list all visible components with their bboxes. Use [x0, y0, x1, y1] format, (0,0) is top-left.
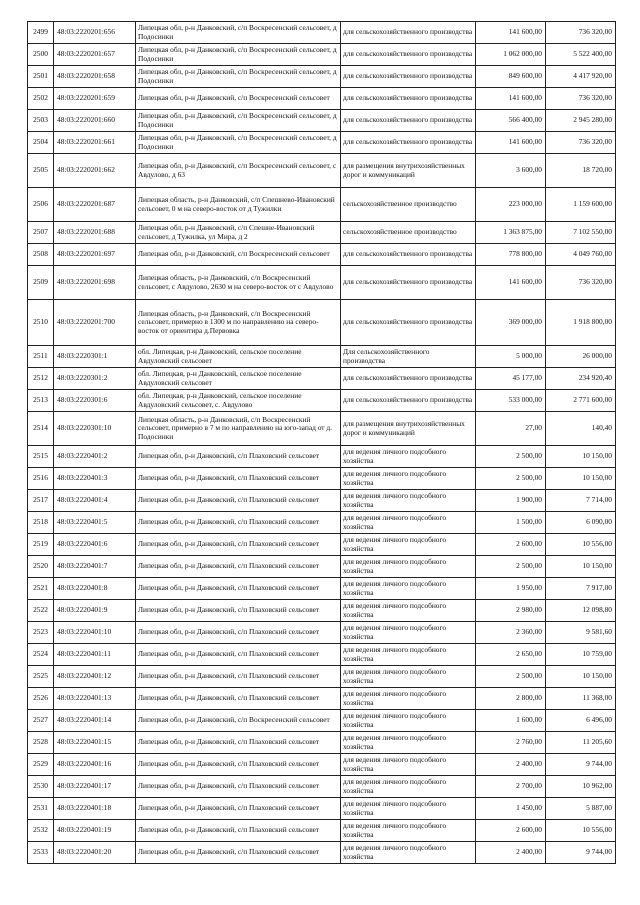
- cadastral-value: 11 368,00: [546, 688, 616, 710]
- permitted-use: для ведения личного подсобного хозяйства: [341, 578, 476, 600]
- permitted-use: для ведения личного подсобного хозяйства: [341, 710, 476, 732]
- address: обл. Липецкая, р-н Данковский, сельское поселение Авдуловский сельсовет: [136, 368, 341, 390]
- area-value: 2 500,00: [476, 556, 546, 578]
- address: Липецкая обл, р-н Данковский, с/п Плаховский сельсовет: [136, 534, 341, 556]
- address: Липецкая обл, р-н Данковский, с/п Воскресенский сельсовет: [136, 710, 341, 732]
- table-row: [28, 534, 616, 556]
- permitted-use: для ведения личного подсобного хозяйства: [341, 798, 476, 820]
- area-value: 2 700,00: [476, 776, 546, 798]
- permitted-use: для ведения личного подсобного хозяйства: [341, 622, 476, 644]
- address: Липецкая область, р-н Данковский, с/п Спешнево-Ивановский сельсовет, 0 м на северо-восток от д Тужилки: [136, 188, 341, 222]
- address: Липецкая обл, р-н Данковский, с/п Воскресенский сельсовет: [136, 88, 341, 110]
- area-value: 2 600,00: [476, 534, 546, 556]
- table-row: [28, 390, 616, 412]
- permitted-use: для сельскохозяйственного производства: [341, 390, 476, 412]
- address: Липецкая обл, р-н Данковский, с/п Плаховский сельсовет: [136, 666, 341, 688]
- row-number: 2512: [28, 368, 54, 390]
- address: Липецкая обл, р-н Данковский, с/п Воскресенский сельсовет, д Подосинки: [136, 44, 341, 66]
- row-number: 2524: [28, 644, 54, 666]
- cadastral-number: 48:03:2220201:700: [54, 300, 136, 346]
- permitted-use: для ведения личного подсобного хозяйства: [341, 512, 476, 534]
- table-row: [28, 188, 616, 222]
- cadastral-value: 6 090,00: [546, 512, 616, 534]
- row-number: 2515: [28, 446, 54, 468]
- area-value: 2 600,00: [476, 820, 546, 842]
- cadastral-number: 48:03:2220401:12: [54, 666, 136, 688]
- address: Липецкая обл, р-н Данковский, с/п Плаховский сельсовет: [136, 776, 341, 798]
- cadastral-number: 48:03:2220401:19: [54, 820, 136, 842]
- permitted-use: Для сельскохозяйственного производства: [341, 346, 476, 368]
- row-number: 2529: [28, 754, 54, 776]
- table-row: [28, 110, 616, 132]
- row-number: 2527: [28, 710, 54, 732]
- table-row: [28, 22, 616, 44]
- permitted-use: для сельскохозяйственного производства: [341, 368, 476, 390]
- area-value: 1 600,00: [476, 710, 546, 732]
- row-number: 2510: [28, 300, 54, 346]
- row-number: 2514: [28, 412, 54, 446]
- address: Липецкая обл, р-н Данковский, с/п Плаховский сельсовет: [136, 468, 341, 490]
- address: Липецкая обл, р-н Данковский, с/п Воскресенский сельсовет, с Авдулово, д 63: [136, 154, 341, 188]
- area-value: 2 650,00: [476, 644, 546, 666]
- table-body: [28, 22, 616, 864]
- table-row: [28, 66, 616, 88]
- table-row: [28, 446, 616, 468]
- cadastral-number: 48:03:2220201:698: [54, 266, 136, 300]
- area-value: 1 450,00: [476, 798, 546, 820]
- table-row: [28, 820, 616, 842]
- cadastral-number: 48:03:2220401:7: [54, 556, 136, 578]
- cadastral-number: 48:03:2220401:14: [54, 710, 136, 732]
- area-value: 533 000,00: [476, 390, 546, 412]
- address: Липецкая область, р-н Данковский, с/п Воскресенский сельсовет, с Авдулово, 2630 м на северо-восток от с Авдулово: [136, 266, 341, 300]
- permitted-use: для ведения личного подсобного хозяйства: [341, 446, 476, 468]
- table-row: [28, 154, 616, 188]
- address: Липецкая обл, р-н Данковский, с/п Плаховский сельсовет: [136, 798, 341, 820]
- table-row: [28, 622, 616, 644]
- area-value: 141 600,00: [476, 22, 546, 44]
- area-value: 2 400,00: [476, 754, 546, 776]
- cadastral-value: 736 320,00: [546, 88, 616, 110]
- address: Липецкая обл, р-н Данковский, с/п Спешне-Ивановский сельсовет, д Тужилка, ул Мира, д 2: [136, 222, 341, 244]
- cadastral-number: 48:03:2220401:3: [54, 468, 136, 490]
- cadastral-number: 48:03:2220401:20: [54, 842, 136, 864]
- cadastral-number: 48:03:2220401:8: [54, 578, 136, 600]
- cadastral-value: 4 049 760,00: [546, 244, 616, 266]
- cadastral-value: 140,40: [546, 412, 616, 446]
- address: Липецкая обл, р-н Данковский, с/п Воскресенский сельсовет, д Подосинки: [136, 22, 341, 44]
- table-row: [28, 842, 616, 864]
- area-value: 1 950,00: [476, 578, 546, 600]
- cadastral-number: 48:03:2220201:687: [54, 188, 136, 222]
- cadastral-number: 48:03:2220201:660: [54, 110, 136, 132]
- permitted-use: для сельскохозяйственного производства: [341, 44, 476, 66]
- area-value: 1 062 000,00: [476, 44, 546, 66]
- row-number: 2520: [28, 556, 54, 578]
- cadastral-value: 10 556,00: [546, 820, 616, 842]
- cadastral-number: 48:03:2220401:4: [54, 490, 136, 512]
- area-value: 45 177,00: [476, 368, 546, 390]
- permitted-use: для сельскохозяйственного производства: [341, 110, 476, 132]
- table-row: [28, 266, 616, 300]
- area-value: 2 400,00: [476, 842, 546, 864]
- cadastral-value: 11 205,60: [546, 732, 616, 754]
- area-value: 778 800,00: [476, 244, 546, 266]
- row-number: 2523: [28, 622, 54, 644]
- cadastral-number: 48:03:2220401:17: [54, 776, 136, 798]
- table-row: [28, 368, 616, 390]
- permitted-use: для размещения внутрихозяйственных дорог и коммуникаций: [341, 412, 476, 446]
- cadastral-value: 6 496,00: [546, 710, 616, 732]
- row-number: 2521: [28, 578, 54, 600]
- area-value: 141 600,00: [476, 132, 546, 154]
- row-number: 2522: [28, 600, 54, 622]
- area-value: 1 900,00: [476, 490, 546, 512]
- cadastral-number: 48:03:2220401:6: [54, 534, 136, 556]
- table-row: [28, 244, 616, 266]
- address: Липецкая обл, р-н Данковский, с/п Воскресенский сельсовет: [136, 244, 341, 266]
- address: Липецкая обл, р-н Данковский, с/п Плаховский сельсовет: [136, 600, 341, 622]
- address: Липецкая обл, р-н Данковский, с/п Воскресенский сельсовет, д Подосинки: [136, 66, 341, 88]
- cadastral-number: 48:03:2220401:13: [54, 688, 136, 710]
- area-value: 2 500,00: [476, 446, 546, 468]
- permitted-use: для ведения личного подсобного хозяйства: [341, 534, 476, 556]
- row-number: 2500: [28, 44, 54, 66]
- permitted-use: для сельскохозяйственного производства: [341, 22, 476, 44]
- land-plots-table: [27, 21, 616, 864]
- cadastral-value: 736 320,00: [546, 132, 616, 154]
- cadastral-number: 48:03:2220201:658: [54, 66, 136, 88]
- cadastral-value: 4 417 920,00: [546, 66, 616, 88]
- table-row: [28, 600, 616, 622]
- table-row: [28, 754, 616, 776]
- cadastral-value: 2 771 600,00: [546, 390, 616, 412]
- cadastral-value: 10 962,00: [546, 776, 616, 798]
- cadastral-number: 48:03:2220401:18: [54, 798, 136, 820]
- area-value: 2 760,00: [476, 732, 546, 754]
- area-value: 1 363 875,00: [476, 222, 546, 244]
- table-row: [28, 468, 616, 490]
- permitted-use: для ведения личного подсобного хозяйства: [341, 666, 476, 688]
- permitted-use: для сельскохозяйственного производства: [341, 244, 476, 266]
- address: Липецкая область, р-н Данковский, с/п Воскресенский сельсовет, примерно в 7 м по направлению на юго-запад от д. Подосинки: [136, 412, 341, 446]
- area-value: 2 360,00: [476, 622, 546, 644]
- address: Липецкая обл, р-н Данковский, с/п Воскресенский сельсовет, д Подосинки: [136, 132, 341, 154]
- cadastral-number: 48:03:2220301:10: [54, 412, 136, 446]
- permitted-use: для сельскохозяйственного производства: [341, 66, 476, 88]
- address: Липецкая обл, р-н Данковский, с/п Плаховский сельсовет: [136, 446, 341, 468]
- permitted-use: сельскохозяйственное производство: [341, 188, 476, 222]
- cadastral-number: 48:03:2220201:661: [54, 132, 136, 154]
- row-number: 2519: [28, 534, 54, 556]
- area-value: 849 600,00: [476, 66, 546, 88]
- table-row: [28, 300, 616, 346]
- table-row: [28, 512, 616, 534]
- address: Липецкая обл, р-н Данковский, с/п Плаховский сельсовет: [136, 622, 341, 644]
- area-value: 223 000,00: [476, 188, 546, 222]
- row-number: 2528: [28, 732, 54, 754]
- permitted-use: для сельскохозяйственного производства: [341, 266, 476, 300]
- cadastral-value: 9 744,00: [546, 842, 616, 864]
- permitted-use: для ведения личного подсобного хозяйства: [341, 468, 476, 490]
- row-number: 2509: [28, 266, 54, 300]
- table-row: [28, 412, 616, 446]
- address: Липецкая обл, р-н Данковский, с/п Плаховский сельсовет: [136, 820, 341, 842]
- address: Липецкая область, р-н Данковский, с/п Воскресенский сельсовет, примерно в 1300 м по направлению на северо-восток от ориентира д.Первовка: [136, 300, 341, 346]
- area-value: 566 400,00: [476, 110, 546, 132]
- permitted-use: сельскохозяйственное производство: [341, 222, 476, 244]
- permitted-use: для сельскохозяйственного производства: [341, 88, 476, 110]
- row-number: 2504: [28, 132, 54, 154]
- cadastral-value: 2 945 280,00: [546, 110, 616, 132]
- address: Липецкая обл, р-н Данковский, с/п Плаховский сельсовет: [136, 754, 341, 776]
- area-value: 141 600,00: [476, 266, 546, 300]
- permitted-use: для ведения личного подсобного хозяйства: [341, 600, 476, 622]
- cadastral-number: 48:03:2220401:11: [54, 644, 136, 666]
- cadastral-number: 48:03:2220401:2: [54, 446, 136, 468]
- table-row: [28, 776, 616, 798]
- permitted-use: для сельскохозяйственного производства: [341, 132, 476, 154]
- cadastral-number: 48:03:2220301:1: [54, 346, 136, 368]
- table-row: [28, 688, 616, 710]
- address: Липецкая обл, р-н Данковский, с/п Плаховский сельсовет: [136, 512, 341, 534]
- address: Липецкая обл, р-н Данковский, с/п Плаховский сельсовет: [136, 842, 341, 864]
- area-value: 369 000,00: [476, 300, 546, 346]
- cadastral-value: 10 150,00: [546, 556, 616, 578]
- permitted-use: для ведения личного подсобного хозяйства: [341, 688, 476, 710]
- cadastral-number: 48:03:2220401:10: [54, 622, 136, 644]
- cadastral-number: 48:03:2220301:6: [54, 390, 136, 412]
- cadastral-value: 9 581,60: [546, 622, 616, 644]
- cadastral-value: 10 150,00: [546, 468, 616, 490]
- row-number: 2511: [28, 346, 54, 368]
- row-number: 2506: [28, 188, 54, 222]
- row-number: 2532: [28, 820, 54, 842]
- cadastral-value: 10 759,00: [546, 644, 616, 666]
- cadastral-number: 48:03:2220201:697: [54, 244, 136, 266]
- cadastral-value: 10 150,00: [546, 446, 616, 468]
- table-row: [28, 644, 616, 666]
- table-row: [28, 490, 616, 512]
- cadastral-number: 48:03:2220201:657: [54, 44, 136, 66]
- address: Липецкая обл, р-н Данковский, с/п Воскресенский сельсовет, д Подосинки: [136, 110, 341, 132]
- cadastral-number: 48:03:2220301:2: [54, 368, 136, 390]
- table-row: [28, 88, 616, 110]
- row-number: 2516: [28, 468, 54, 490]
- cadastral-value: 1 918 800,00: [546, 300, 616, 346]
- table-row: [28, 44, 616, 66]
- cadastral-number: 48:03:2220201:662: [54, 154, 136, 188]
- table-row: [28, 346, 616, 368]
- table-row: [28, 222, 616, 244]
- row-number: 2508: [28, 244, 54, 266]
- row-number: 2530: [28, 776, 54, 798]
- area-value: 2 980,00: [476, 600, 546, 622]
- cadastral-value: 7 917,00: [546, 578, 616, 600]
- cadastral-value: 7 102 550,00: [546, 222, 616, 244]
- address: Липецкая обл, р-н Данковский, с/п Плаховский сельсовет: [136, 490, 341, 512]
- permitted-use: для ведения личного подсобного хозяйства: [341, 842, 476, 864]
- permitted-use: для ведения личного подсобного хозяйства: [341, 754, 476, 776]
- permitted-use: для размещения внутрихозяйственных дорог и коммуникаций: [341, 154, 476, 188]
- row-number: 2517: [28, 490, 54, 512]
- table-row: [28, 666, 616, 688]
- area-value: 1 500,00: [476, 512, 546, 534]
- cadastral-value: 5 887,00: [546, 798, 616, 820]
- area-value: 2 800,00: [476, 688, 546, 710]
- cadastral-value: 1 159 600,00: [546, 188, 616, 222]
- address: Липецкая обл, р-н Данковский, с/п Плаховский сельсовет: [136, 688, 341, 710]
- cadastral-number: 48:03:2220201:656: [54, 22, 136, 44]
- area-value: 3 600,00: [476, 154, 546, 188]
- table-row: [28, 798, 616, 820]
- permitted-use: для ведения личного подсобного хозяйства: [341, 776, 476, 798]
- cadastral-number: 48:03:2220201:688: [54, 222, 136, 244]
- cadastral-value: 10 150,00: [546, 666, 616, 688]
- area-value: 141 600,00: [476, 88, 546, 110]
- cadastral-value: 736 320,00: [546, 22, 616, 44]
- row-number: 2526: [28, 688, 54, 710]
- permitted-use: для ведения личного подсобного хозяйства: [341, 732, 476, 754]
- address: Липецкая обл, р-н Данковский, с/п Плаховский сельсовет: [136, 578, 341, 600]
- cadastral-value: 5 522 400,00: [546, 44, 616, 66]
- address: обл. Липецкая, р-н Данковский, сельское поселение Авдуловский сельсовет, с. Авдулово: [136, 390, 341, 412]
- cadastral-value: 10 556,00: [546, 534, 616, 556]
- row-number: 2518: [28, 512, 54, 534]
- row-number: 2513: [28, 390, 54, 412]
- permitted-use: для ведения личного подсобного хозяйства: [341, 820, 476, 842]
- cadastral-value: 736 320,00: [546, 266, 616, 300]
- cadastral-number: 48:03:2220401:16: [54, 754, 136, 776]
- row-number: 2505: [28, 154, 54, 188]
- row-number: 2499: [28, 22, 54, 44]
- row-number: 2533: [28, 842, 54, 864]
- cadastral-value: 26 000,00: [546, 346, 616, 368]
- area-value: 5 000,00: [476, 346, 546, 368]
- address: Липецкая обл, р-н Данковский, с/п Плаховский сельсовет: [136, 644, 341, 666]
- table-row: [28, 578, 616, 600]
- cadastral-value: 7 714,00: [546, 490, 616, 512]
- address: Липецкая обл, р-н Данковский, с/п Плаховский сельсовет: [136, 732, 341, 754]
- table-row: [28, 710, 616, 732]
- row-number: 2502: [28, 88, 54, 110]
- row-number: 2531: [28, 798, 54, 820]
- area-value: 2 500,00: [476, 666, 546, 688]
- cadastral-value: 18 720,00: [546, 154, 616, 188]
- table-row: [28, 132, 616, 154]
- table-row: [28, 732, 616, 754]
- row-number: 2501: [28, 66, 54, 88]
- address: Липецкая обл, р-н Данковский, с/п Плаховский сельсовет: [136, 556, 341, 578]
- permitted-use: для ведения личного подсобного хозяйства: [341, 644, 476, 666]
- permitted-use: для ведения личного подсобного хозяйства: [341, 556, 476, 578]
- address: обл. Липецкая, р-н Данковский, сельское поселение Авдуловский сельсовет: [136, 346, 341, 368]
- permitted-use: для сельскохозяйственного производства: [341, 300, 476, 346]
- cadastral-value: 12 098,80: [546, 600, 616, 622]
- row-number: 2525: [28, 666, 54, 688]
- cadastral-number: 48:03:2220401:9: [54, 600, 136, 622]
- cadastral-number: 48:03:2220401:15: [54, 732, 136, 754]
- permitted-use: для ведения личного подсобного хозяйства: [341, 490, 476, 512]
- row-number: 2503: [28, 110, 54, 132]
- cadastral-number: 48:03:2220201:659: [54, 88, 136, 110]
- row-number: 2507: [28, 222, 54, 244]
- cadastral-value: 9 744,00: [546, 754, 616, 776]
- area-value: 27,00: [476, 412, 546, 446]
- cadastral-number: 48:03:2220401:5: [54, 512, 136, 534]
- area-value: 2 500,00: [476, 468, 546, 490]
- table-row: [28, 556, 616, 578]
- cadastral-value: 234 920,40: [546, 368, 616, 390]
